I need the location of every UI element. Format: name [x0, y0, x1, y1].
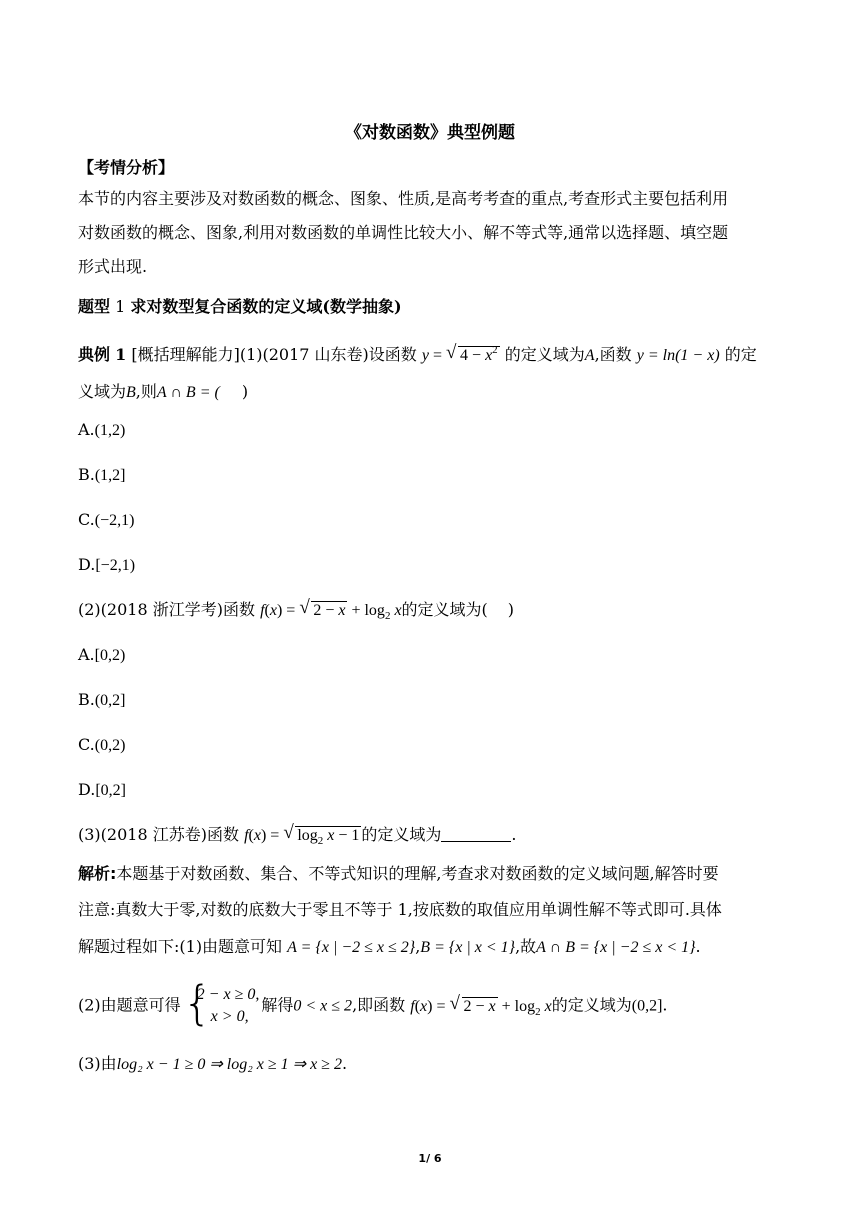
q2-formula-render: f(x) = √ $2 - x + \log_2 x$ — [260, 602, 401, 619]
part2-mid: 解得 — [261, 995, 294, 1015]
option-value: (1,2] — [94, 467, 126, 484]
option-letter: D. — [78, 555, 96, 574]
option-letter: B. — [78, 690, 95, 709]
q2-option-b — [78, 690, 126, 711]
part2-answer: (0,2] — [631, 997, 663, 1015]
part3-prefix: (3)由 — [78, 1054, 117, 1073]
part2-mid2: ,即函数 — [352, 995, 406, 1015]
analysis-line3-mid: ,故 — [515, 937, 537, 956]
example-num: 1 — [115, 345, 127, 364]
part2-inequality: 0 < x ≤ 2 — [293, 997, 353, 1015]
example-q2 — [78, 600, 514, 621]
part3-end: . — [341, 1054, 348, 1073]
inequality-system — [182, 976, 260, 1030]
intro-line-3: 形式出现. — [78, 257, 148, 276]
option-value: [0,2) — [94, 647, 126, 664]
q2-option-c — [78, 735, 125, 756]
analysis-line-1 — [78, 864, 719, 884]
intersection-result: A ∩ B = {x | −2 ≤ x < 1} — [536, 939, 696, 956]
page-number: 1/ 6 — [418, 1152, 442, 1165]
set-a-def: A = {x | −2 ≤ x ≤ 2} — [287, 939, 416, 956]
analysis-line3-end: . — [695, 937, 701, 956]
q3-end: . — [511, 825, 517, 844]
analysis-label: 解析: — [78, 864, 117, 883]
q1-line2-mid: ,则 — [135, 382, 157, 401]
intro-line-1: 本节的内容主要涉及对数函数的概念、图象、性质,是高考考查的重点,考查形式主要包括利用 — [78, 189, 729, 208]
option-value: (0,2) — [94, 737, 126, 754]
system-row-2: x > 0, — [210, 1008, 249, 1025]
part2-post: 的定义域为 — [551, 995, 632, 1015]
type-heading-text: 求对数型复合函数的定义域(数学抽象) — [130, 297, 402, 316]
part3-chain: log₂ x − 1 ≥ 0 ⇒ log₂ x ≥ 1 ⇒ x ≥ 2 — [116, 1056, 342, 1073]
option-letter: C. — [78, 510, 95, 529]
analysis-part-3 — [78, 1054, 347, 1075]
q3-formula-render: f(x) = √ $\log_2 x - 1$ — [244, 827, 361, 844]
page-title: 《对数函数》典型例题 — [345, 123, 515, 143]
analysis-part-2 — [78, 976, 668, 1030]
q1-prefix: [概括理解能力](1)(2017 山东卷)设函数 — [131, 345, 417, 364]
part2-formula-render: f(x) = √ $2 - x + \log_2 x$ — [410, 998, 551, 1015]
q2-option-a — [78, 645, 125, 666]
type-heading-prefix: 题型 — [78, 297, 111, 316]
q2-paren-close: ) — [507, 600, 515, 619]
section-header: 【考情分析】 — [78, 158, 175, 177]
example-q1-line2 — [78, 382, 248, 403]
q2-prefix: (2)(2018 浙江学考)函数 — [78, 600, 255, 619]
q1-formula-1-render: y = √ $4 - x^2$ — [422, 347, 500, 364]
q2-option-d — [78, 780, 126, 801]
example-q3 — [78, 825, 517, 846]
analysis-line-2: 注意:真数大于零,对数的底数大于零且不等于 1,按底数的取值应用单调性解不等式即可.具体 — [78, 900, 722, 919]
type-heading — [78, 297, 402, 317]
q3-post: 的定义域为 — [361, 825, 442, 844]
example-label: 典例 — [78, 345, 111, 364]
option-letter: D. — [78, 780, 96, 799]
q1-line2-prefix: 义域为 — [78, 382, 127, 401]
option-letter: B. — [78, 465, 95, 484]
q3-prefix: (3)(2018 江苏卷)函数 — [78, 825, 239, 844]
q1-option-c — [78, 510, 134, 531]
analysis-line3-prefix: 解题过程如下:(1)由题意可知 — [78, 937, 283, 956]
q1-end: 的定 — [724, 345, 757, 364]
set-b-def: B = {x | x < 1} — [420, 939, 516, 956]
part2-prefix: (2)由题意可得 — [78, 995, 181, 1015]
q1-mid2: ,函数 — [594, 345, 632, 364]
q2-post: 的定义域为( — [401, 600, 488, 619]
answer-blank — [441, 827, 511, 842]
q1-option-a — [78, 420, 125, 441]
system-row-1: 2 − x ≥ 0, — [196, 986, 260, 1003]
analysis-comma: , — [415, 937, 421, 956]
option-value: [0,2] — [95, 782, 126, 799]
q1-option-b — [78, 465, 126, 486]
option-value: (−2,1) — [94, 512, 135, 529]
option-letter: C. — [78, 735, 95, 754]
analysis-line-3 — [78, 937, 701, 958]
option-value: [−2,1) — [95, 557, 136, 574]
intro-line-2: 对数函数的概念、图象,利用对数函数的单调性比较大小、解不等式等,通常以选择题、填空题 — [78, 223, 729, 242]
q1-paren-close: ) — [241, 382, 249, 401]
brace-icon: { — [182, 976, 212, 1030]
q1-intersection-expr: A ∩ B = ( — [156, 384, 220, 401]
type-heading-num: 1 — [115, 297, 126, 316]
q1-set-b: B — [126, 384, 136, 401]
analysis-text-1: 本题基于对数函数、集合、不等式知识的理解,考查求对数函数的定义域问题,解答时要 — [116, 864, 719, 883]
option-letter: A. — [78, 645, 95, 664]
q1-mid: 的定义域为 — [504, 345, 585, 364]
q1-option-d — [78, 555, 135, 576]
option-value: (0,2] — [94, 692, 126, 709]
option-letter: A. — [78, 420, 95, 439]
example-q1-line1 — [78, 345, 757, 366]
q1-set-a: A — [584, 347, 595, 364]
part2-end: . — [662, 995, 668, 1015]
q1-formula-2: y = ln(1 − x) — [636, 347, 720, 364]
option-value: (1,2) — [94, 422, 126, 439]
